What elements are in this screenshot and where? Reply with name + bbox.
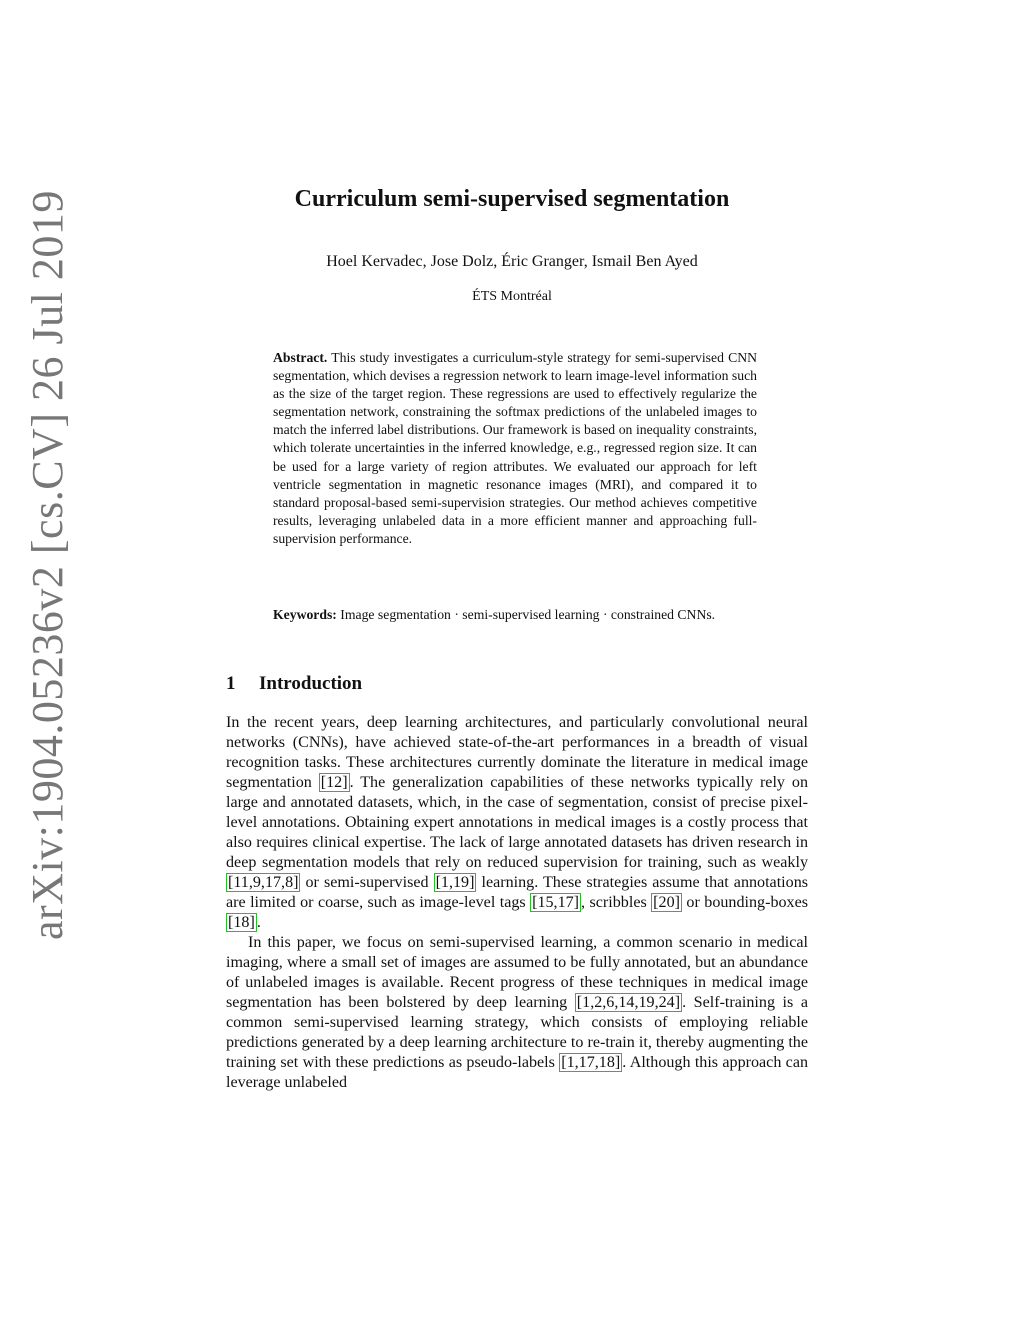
keywords xyxy=(273,606,757,624)
abstract xyxy=(273,349,757,548)
section-heading xyxy=(226,673,362,695)
text-run: . Self-training is a common semi-supervised learning strategy, which consists of employing reliable predictions generated by a deep learning architecture to re-train it, thereby augmenting the training set with these predictions as pseudo-labels xyxy=(226,994,808,1071)
text-run: . The generalization capabilities of these networks typically rely on large and annotated datasets, which, in the case of segmentation, consist of precise pixel-level annotations. Obtaining expert annotations in medical images is a costly process that also requires clinical expertise. The lack of large annotated datasets has driven research in deep segmentation models that rely on reduced supervision for training, such as weakly xyxy=(226,774,808,871)
citation-link[interactable]: [18] xyxy=(228,914,255,931)
section-number: 1 xyxy=(226,673,236,694)
affiliation: ÉTS Montréal xyxy=(472,289,552,304)
abstract-label: Abstract. xyxy=(273,350,328,365)
text-run: . xyxy=(256,914,261,931)
arxiv-identifier: arXiv:1904.05236v2 [cs.CV] 26 Jul 2019 xyxy=(23,190,72,940)
author-list: Hoel Kervadec, Jose Dolz, Éric Granger, Ismail Ben Ayed xyxy=(326,253,698,270)
citation-link[interactable]: [15,17] xyxy=(532,894,580,911)
citation-link[interactable]: [20] xyxy=(653,894,680,911)
text-run: learning. These strategies assume that annotations are limited or coarse, such as image-level tags xyxy=(226,874,808,911)
text-run: . Although this approach can leverage unlabeled xyxy=(226,1054,809,1091)
text-run: or semi-supervised xyxy=(300,874,434,891)
keywords-text: Image segmentation · semi-supervised learning · constrained CNNs. xyxy=(340,607,716,622)
section-title: Introduction xyxy=(259,673,363,694)
citation-link[interactable]: [12] xyxy=(320,774,348,791)
paper-title: Curriculum semi-supervised segmentation xyxy=(294,186,730,212)
citation-link[interactable]: [1,2,6,14,19,24] xyxy=(576,994,681,1011)
text-run: or bounding-boxes xyxy=(681,894,808,911)
citation-link[interactable]: [1,17,18] xyxy=(561,1054,621,1071)
citation-link[interactable]: [11,9,17,8] xyxy=(228,874,299,891)
keywords-label: Keywords: xyxy=(273,607,337,622)
paragraph xyxy=(226,933,808,1093)
citation-link[interactable]: [1,19] xyxy=(435,874,475,891)
text-run: In this paper, we focus on semi-supervised learning, a common scenario in medical imaging, where a small set of images are assumed to be fully annotated, but an abundance of unlabeled images is available. Recent progress of these techniques in medical image segmentation has been bolstered by deep learning xyxy=(226,934,808,1011)
body-text xyxy=(226,713,808,1093)
paragraph xyxy=(226,713,808,933)
abstract-text: This study investigates a curriculum-style strategy for semi-supervised CNN segmentation, which devises a regression network to learn image-level information such as the size of the target region. These regressions are used to effectively regularize the segmentation network, constraining the softmax predictions of the unlabeled images to match the inferred label distributions. Our framework is based on inequality constraints, which tolerate uncertainties in the inferred knowledge, e.g., regressed region size. It can be used for a large variety of region attributes. We evaluated our approach for left ventricle segmentation in magnetic resonance images (MRI), and compared it to standard proposal-based semi-supervision strategies. Our method achieves competitive results, leveraging unlabeled data in a more efficient manner and approaching full-supervision performance. xyxy=(273,350,757,546)
text-run: , scribbles xyxy=(581,894,652,911)
text-run: In the recent years, deep learning architectures, and particularly convolutional neural networks (CNNs), have achieved state-of-the-art performances in a breadth of visual recognition tasks. These architectures currently dominate the literature in medical image segmentation xyxy=(226,714,808,791)
